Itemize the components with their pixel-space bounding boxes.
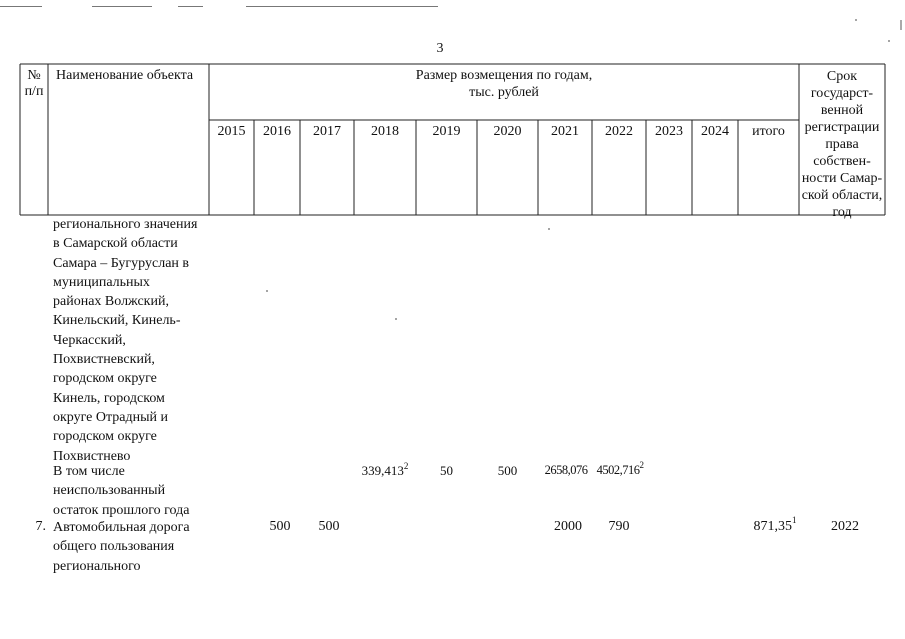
year-header-2023: 2023: [655, 124, 683, 139]
continuation-line: Кинельский, Кинель-: [53, 313, 181, 329]
continuation-description: [53, 215, 203, 466]
continuation-line: городском округе: [53, 429, 157, 445]
subrow-value-2020: 500: [497, 463, 518, 478]
year-header-2018: 2018: [371, 124, 399, 139]
row7-line: Автомобильная дорога: [53, 520, 190, 535]
header-amount-line2: тыс. рублей: [469, 85, 539, 100]
continuation-line: Похвистнево: [53, 448, 131, 464]
year-header-2017: 2017: [313, 124, 341, 139]
continuation-line: округе Отрадный и: [53, 409, 169, 425]
scan-speck: [266, 290, 268, 292]
header-term-col: Срок государст-венной регистрации права собствен-ности Самар-ской области, год: [801, 69, 883, 220]
continuation-line: Кинель, городском: [53, 390, 165, 406]
subrow-line: неиспользованный: [53, 483, 166, 499]
continuation-line: Самара – Бугуруслан в: [53, 255, 190, 271]
subrow-value-2021: 2658,076: [544, 463, 588, 477]
subrow-line: остаток прошлого года: [53, 502, 190, 518]
subrow-description: [53, 462, 203, 520]
continuation-line: Похвистневский,: [53, 352, 155, 368]
year-header-2020: 2020: [493, 124, 522, 139]
row7-value-total: 871,35$^1$: [753, 515, 797, 534]
row7-value-2022: 790: [608, 519, 630, 534]
year-header-2024: 2024: [701, 124, 729, 139]
continuation-line: Черкасский,: [53, 332, 126, 348]
header-name-col: Наименование объекта: [56, 68, 194, 83]
year-header-2021: 2021: [551, 124, 579, 139]
header-amount-line1: Размер возмещения по годам,: [415, 68, 593, 83]
row7-description: [53, 518, 203, 576]
year-header-2019: 2019: [432, 124, 461, 139]
header-num-col: № п/п: [24, 68, 44, 99]
scan-speck: [855, 19, 857, 21]
page-number: 3: [436, 41, 444, 56]
continuation-line: в Самарской области: [53, 236, 178, 252]
row7-number: 7.: [35, 519, 46, 534]
row7-line: общего пользования: [53, 539, 175, 555]
continuation-line: городском округе: [53, 371, 157, 387]
scan-speck: [548, 228, 550, 230]
year-header-2015: 2015: [217, 124, 246, 139]
scan-speck: [888, 40, 890, 42]
subrow-value-2022: 4502,716$^2$: [596, 459, 644, 477]
year-header-2016: 2016: [263, 124, 291, 139]
continuation-line: муниципальных: [53, 274, 150, 290]
row7-term: 2022: [831, 519, 859, 534]
scan-speck: [395, 318, 397, 320]
row7-value-2017: 500: [318, 519, 340, 534]
subrow-value-2019: 50: [440, 463, 453, 478]
year-header-2022: 2022: [605, 124, 633, 139]
subrow-value-2018: 339,413$^2$: [361, 460, 409, 478]
continuation-line: регионального значения: [53, 217, 198, 232]
row7-value-2021: 2000: [554, 519, 582, 534]
year-header-total: итого: [752, 124, 785, 139]
row7-value-2016: 500: [269, 519, 291, 534]
continuation-line: районах Волжский,: [53, 294, 169, 310]
subrow-line: В том числе: [53, 464, 125, 479]
row7-line: регионального: [53, 558, 141, 574]
